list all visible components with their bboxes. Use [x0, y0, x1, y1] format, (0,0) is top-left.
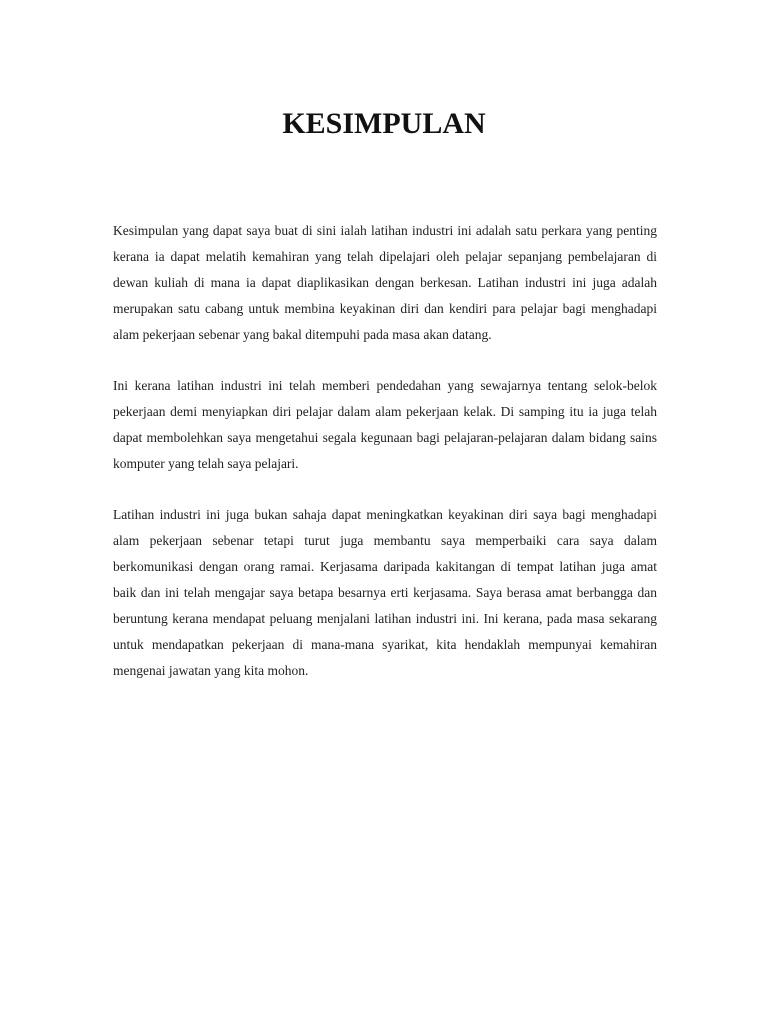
page-title: KESIMPULAN	[282, 107, 486, 140]
paragraph-1: Kesimpulan yang dapat saya buat di sini ialah latihan industri ini adalah satu perkara yang penting kerana ia dapat melatih kemahiran yang telah dipelajari oleh pelajar sepanjang pembelajaran di dewan kuliah di mana ia dapat diaplikasikan dengan berkesan. Latihan industri ini juga adalah merupakan satu cabang untuk membina keyakinan diri dan kendiri para pelajar bagi menghadapi alam pekerjaan sebenar yang bakal ditempuhi pada masa akan datang.	[113, 223, 657, 342]
paragraph-2: Ini kerana latihan industri ini telah memberi pendedahan yang sewajarnya tentang selok-belok pekerjaan demi menyiapkan diri pelajar dalam alam pekerjaan kelak. Di samping itu ia juga telah dapat membolehkan saya mengetahui segala kegunaan bagi pelajaran-pelajaran dalam bidang sains komputer yang telah saya pelajari.	[113, 378, 657, 471]
document-body	[113, 218, 657, 709]
paragraph-3: Latihan industri ini juga bukan sahaja dapat meningkatkan keyakinan diri saya bagi menghadapi alam pekerjaan sebenar tetapi turut juga membantu saya memperbaiki cara saya dalam berkomunikasi dengan orang ramai. Kerjasama daripada kakitangan di tempat latihan juga amat baik dan ini telah mengajar saya betapa besarnya erti kerjasama. Saya berasa amat berbangga dan beruntung kerana mendapat peluang menjalani latihan industri ini. Ini kerana, pada masa sekarang untuk mendapatkan pekerjaan di mana-mana syarikat, kita hendaklah mempunyai kemahiran mengenai jawatan yang kita mohon.	[113, 507, 657, 678]
